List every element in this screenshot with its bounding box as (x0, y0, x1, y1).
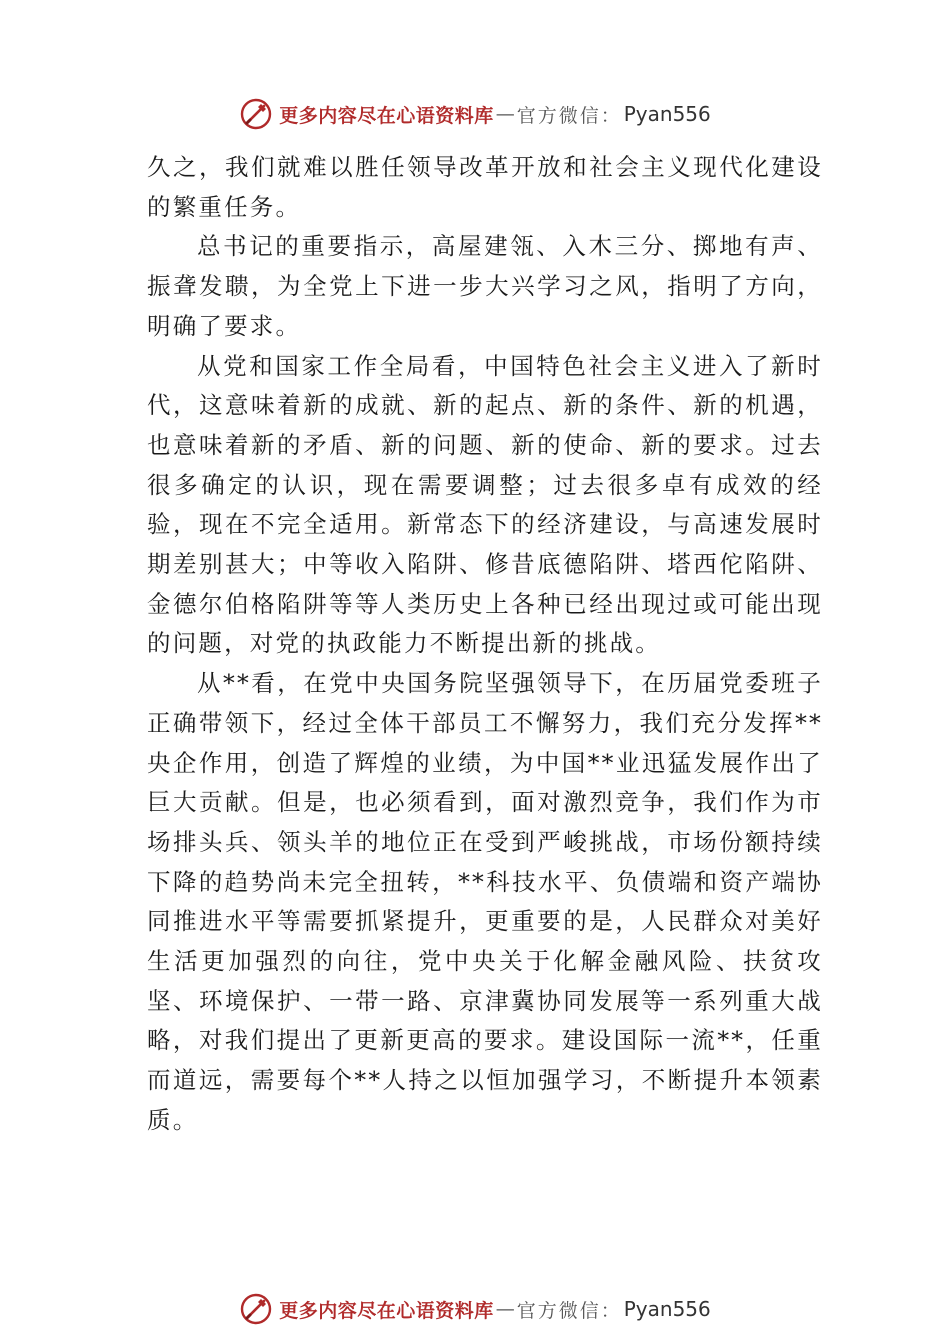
header-official-label: 官方微信： (516, 104, 622, 127)
brand-logo-icon (239, 1292, 273, 1326)
footer-wechat-id: Pyan556 (623, 1297, 711, 1321)
paragraph-4: 从**看，在党中央国务院坚强领导下，在历届党委班子正确带领下，经过全体干部员工不懈努力，我们充分发挥**央企作用，创造了辉煌的业绩，为中国**业迅猛发展作出了巨大贡献。但是，也必须看到，面对激烈竞争，我们作为市场排头兵、领头羊的地位正在受到严峻挑战，市场份额持续下降的趋势尚未完全扭转，**科技水平、负债端和资产端协同推进水平等需要抓紧提升，更重要的是，人民群众对美好生活更加强烈的向往，党中央关于化解金融风险、扶贫攻坚、环境保护、一带一路、京津冀协同发展等一系列重大战略，对我们提出了更新更高的要求。建设国际一流**，任重而道远，需要每个**人持之以恒加强学习，不断提升本领素质。 (147, 669, 823, 1134)
paragraph-2: 总书记的重要指示，高屋建瓴、入木三分、掷地有声、振聋发聩，为全党上下进一步大兴学习之风，指明了方向，明确了要求。 (147, 232, 823, 340)
footer-separator: — (495, 1298, 515, 1320)
header-brand-text: 更多内容尽在心语资料库 (279, 104, 494, 127)
brand-logo-icon (239, 97, 273, 131)
footer-brand-text: 更多内容尽在心语资料库 (279, 1299, 494, 1322)
document-body (147, 148, 823, 1141)
footer-official-label: 官方微信： (516, 1299, 622, 1322)
paragraph-3: 从党和国家工作全局看，中国特色社会主义进入了新时代，这意味着新的成就、新的起点、新的条件、新的机遇，也意味着新的矛盾、新的问题、新的使命、新的要求。过去很多确定的认识，现在需要调整；过去很多卓有成效的经验，现在不完全适用。新常态下的经济建设，与高速发展时期差别甚大；中等收入陷阱、修昔底德陷阱、塔西佗陷阱、金德尔伯格陷阱等等人类历史上各种已经出现过或可能出现的问题，对党的执政能力不断提出新的挑战。 (147, 351, 823, 658)
header-banner (0, 94, 950, 134)
header-wechat-id: Pyan556 (623, 102, 711, 126)
footer-banner (0, 1289, 950, 1329)
header-separator: — (495, 103, 515, 125)
paragraph-1: 久之，我们就难以胜任领导改革开放和社会主义现代化建设的繁重任务。 (147, 153, 823, 221)
